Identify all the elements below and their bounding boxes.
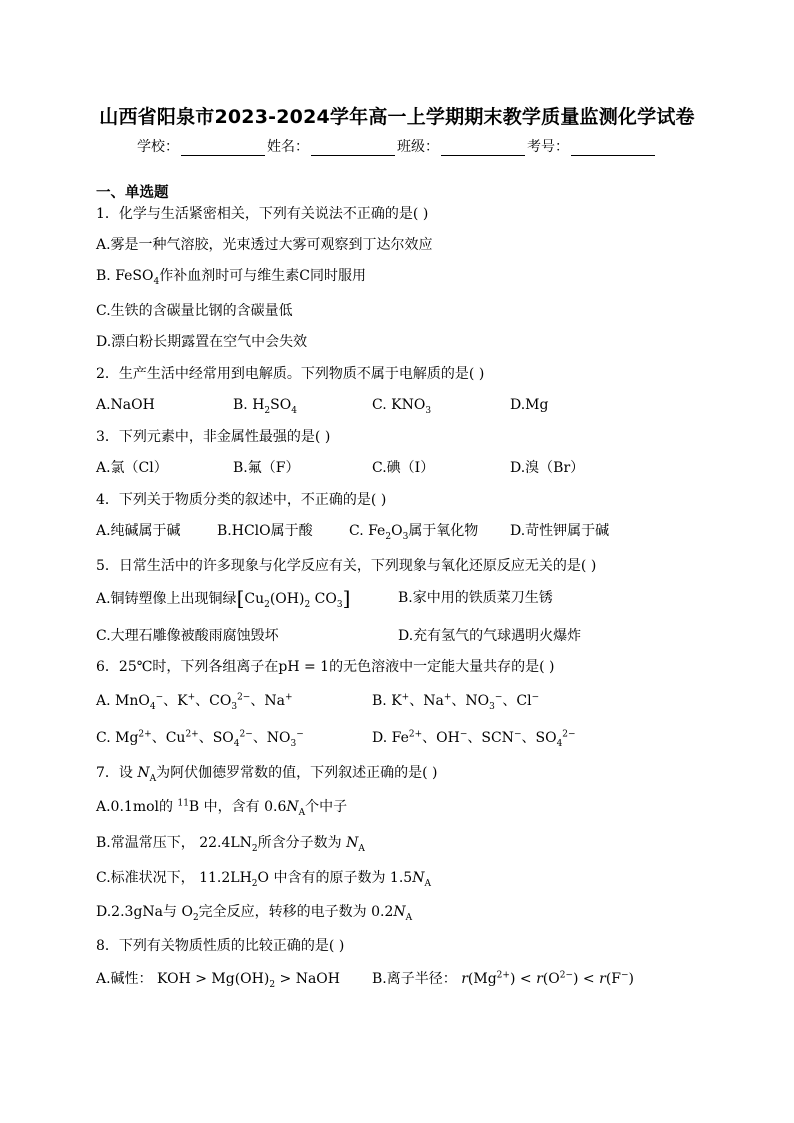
q5-options-ab — [96, 586, 656, 613]
q3-option-c: C.碘（I） — [372, 460, 435, 476]
q5-option-c: C.大理石雕像被酸雨腐蚀毁坏 — [96, 628, 279, 644]
student-info-line — [0, 136, 794, 156]
q1-option-a: A.雾是一种气溶胶，光束透过大雾可观察到丁达尔效应 — [96, 237, 433, 253]
q4-option-c: C. $Fe_2O_3$属于氧化物 — [349, 523, 479, 542]
class-blank[interactable] — [441, 140, 525, 156]
q6-option-a: A. MnO$_4$−、K+、$CO_3^{2-}$、Na+ — [96, 692, 293, 712]
q7-option-a: A.0.1mol的 $^{11}$B 中，含有 $0.6N_A$个中子 — [96, 798, 348, 818]
school-label: 学校： — [137, 139, 179, 155]
name-blank[interactable] — [311, 140, 395, 156]
q7-option-d: D.2.3gNa与 $O_2$完全反应，转移的电子数为 $0.2N_A$ — [96, 904, 413, 923]
q5-options-cd — [96, 627, 656, 647]
q1-option-d: D.漂白粉长期露置在空气中会失效 — [96, 334, 308, 350]
q6-options-ab — [96, 692, 656, 712]
section-title: 一、单选题 — [96, 185, 169, 201]
q3-option-b: B.氟（F） — [233, 460, 300, 476]
q4-option-d: D.苛性钾属于碱 — [510, 523, 610, 539]
q8-option-a: A.碱性： KOH > $Mg(OH)_2$ > NaOH — [96, 971, 340, 990]
q3-options — [96, 459, 656, 479]
q1-option-c: C.生铁的含碳量比钢的含碳量低 — [96, 303, 293, 319]
q7-option-b: B.常温常压下， $22.4LN_2$所含分子数为 $N_A$ — [96, 835, 365, 854]
q4-option-b: B.HClO属于酸 — [217, 523, 313, 539]
q7-option-c: C.标准状况下， $11.2LH_2O$ 中含有的原子数为 $1.5N_A$ — [96, 870, 431, 889]
name-label: 姓名： — [267, 139, 309, 155]
q2-option-b: B. $H_2SO_4$ — [233, 397, 297, 416]
q3-option-d: D.溴（Br） — [510, 460, 585, 476]
q4-options — [96, 522, 656, 542]
q5-option-a: A.铜铸塑像上出现铜绿[$Cu_2(OH)_2$ $CO_3$] — [96, 586, 351, 610]
q6-option-c: C. $Mg^{2+}$、$Cu^{2+}$、$SO_4^{2-}$、$NO_3^-$ — [96, 729, 304, 749]
q3-stem: 3．下列元素中，非金属性最强的是( ) — [96, 429, 331, 445]
school-blank[interactable] — [181, 140, 265, 156]
q8-options — [96, 970, 676, 992]
q1-option-b: B. FeSO$_4$作补血剂时可与维生素C同时服用 — [96, 268, 366, 287]
q5-stem: 5．日常生活中的许多现象与化学反应有关，下列现象与氧化还原反应无关的是( ) — [96, 558, 597, 574]
q7-stem: 7．设 $N_A$为阿伏伽德罗常数的值，下列叙述正确的是( ) — [96, 765, 438, 784]
q6-stem: 6．25℃时，下列各组离子在pH = 1的无色溶液中一定能大量共存的是( ) — [96, 659, 555, 675]
q2-option-d: D.Mg — [510, 397, 549, 413]
q2-option-a: A.NaOH — [96, 397, 155, 413]
q2-option-c: C. $KNO_3$ — [372, 397, 432, 416]
number-label: 考号： — [527, 139, 569, 155]
class-label: 班级： — [397, 139, 439, 155]
q8-option-b: B.离子半径： $r(Mg^{2+}) < r(O^{2-}) < r(F^-)$ — [372, 970, 635, 987]
q6-option-b: B. K+、Na+、$NO_3^-$、Cl− — [372, 692, 540, 712]
q5-option-b: B.家中用的铁质菜刀生锈 — [398, 590, 553, 606]
q4-option-a: A.纯碱属于碱 — [96, 523, 181, 539]
q3-option-a: A.氯（Cl） — [96, 460, 168, 476]
q5-option-d: D.充有氢气的气球遇明火爆炸 — [398, 628, 582, 644]
q1-stem: 1．化学与生活紧密相关，下列有关说法不正确的是( ) — [96, 206, 429, 222]
q6-options-cd — [96, 729, 656, 749]
number-blank[interactable] — [571, 140, 655, 156]
q4-stem: 4．下列关于物质分类的叙述中，不正确的是( ) — [96, 492, 387, 508]
q8-stem: 8．下列有关物质性质的比较正确的是( ) — [96, 938, 345, 954]
q2-stem: 2．生产生活中经常用到电解质。下列物质不属于电解质的是( ) — [96, 366, 485, 382]
q6-option-d: D. $Fe^{2+}$、OH−、SCN−、$SO_4^{2-}$ — [372, 729, 576, 749]
q2-options — [96, 396, 656, 416]
exam-title: 山西省阳泉市2023-2024学年高一上学期期末教学质量监测化学试卷 — [99, 106, 695, 128]
